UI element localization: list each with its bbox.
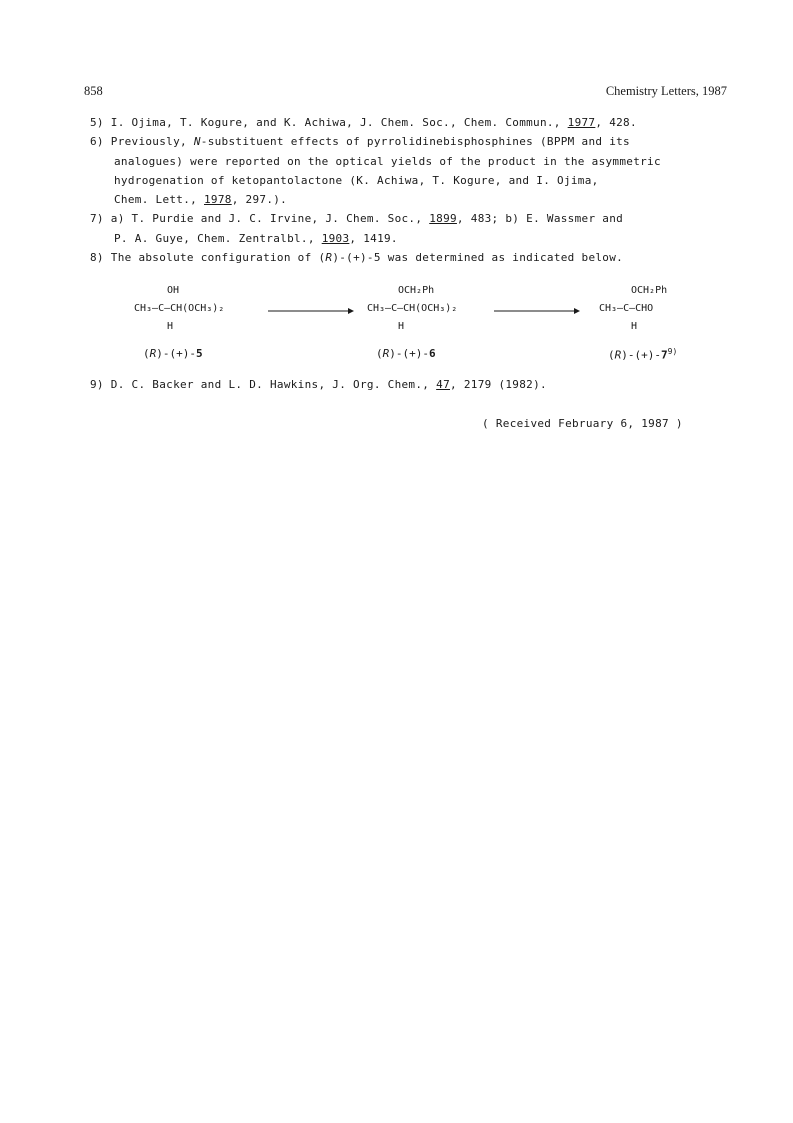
c6-label-r: R: [382, 347, 390, 360]
ref7-text-c: P. A. Guye, Chem. Zentralbl.,: [114, 231, 322, 245]
received-date: ( Received February 6, 1987 ): [482, 417, 683, 430]
compound-7-label: [608, 347, 677, 362]
c5-label-a: (: [143, 347, 150, 360]
ref6-line-1: [90, 132, 740, 151]
reference-6: [90, 132, 740, 209]
ref6-text-b: -substituent effects of pyrrolidinebisphosphines (BPPM and its: [200, 135, 630, 149]
ref5-text: 5) I. Ojima, T. Kogure, and K. Achiwa, J. Chem. Soc., Chem. Commun.,: [90, 116, 568, 129]
c7-label-a: (: [608, 348, 615, 362]
c5-label-b: )-(+)-: [156, 347, 196, 360]
ref6-line-4: [90, 190, 740, 209]
c5-label-num: 5: [196, 347, 203, 360]
compound-6-formula: CH₃–C–CH(OCH₃)₂: [367, 303, 458, 314]
ref7-year-a: 1899: [429, 212, 457, 226]
ref7-line-1: [90, 209, 740, 228]
c6-label-b: )-(+)-: [389, 347, 429, 360]
reference-7: [90, 209, 740, 248]
ref6-year: 1978: [204, 193, 232, 207]
ref8-text-b: )-(+)-5 was determined as indicated below.: [332, 251, 624, 265]
c6-label-a: (: [376, 347, 383, 360]
compound-6-substituent: OCH₂Ph: [398, 285, 435, 296]
ref5-tail: , 428.: [595, 116, 637, 129]
ref7-tail: , 1419.: [349, 231, 398, 245]
ref6-line-2: analogues) were reported on the optical yields of the product in the asymmetric: [114, 154, 661, 168]
c7-label-footnote: 9): [667, 347, 678, 356]
compound-5-substituent: OH: [167, 285, 180, 296]
references-list: [90, 113, 740, 267]
reference-9: [90, 378, 547, 391]
reaction-scheme: [0, 280, 793, 370]
arrow-2: [494, 308, 580, 314]
ref9-text: 9) D. C. Backer and L. D. Hawkins, J. Org. Chem.,: [90, 378, 437, 391]
c7-label-num: 7: [661, 348, 668, 362]
compound-6-hydrogen: H: [398, 321, 405, 332]
c6-label-num: 6: [429, 347, 436, 360]
page-number: 858: [84, 84, 103, 98]
ref5-year: 1977: [567, 116, 596, 129]
compound-6-label: [376, 347, 436, 360]
ref6-tail: , 297.).: [231, 193, 288, 207]
compound-7-formula: CH₃–C–CHO: [599, 303, 654, 314]
compound-5-formula: CH₃–C–CH(OCH₃)₂: [134, 303, 225, 314]
compound-5-hydrogen: H: [167, 321, 174, 332]
ref7-text-a: 7) a) T. Purdie and J. C. Irvine, J. Chem. Soc.,: [90, 212, 430, 226]
ref9-tail: , 2179 (1982).: [450, 378, 547, 391]
ref6-text-a: 6) Previously,: [90, 135, 194, 149]
arrow-1: [268, 308, 354, 314]
reference-5: [90, 113, 740, 132]
c7-label-r: R: [614, 348, 622, 362]
c5-label-r: R: [149, 347, 157, 360]
ref9-volume: 47: [436, 378, 450, 391]
ref6-journal: Chem. Lett.,: [114, 193, 204, 207]
ref7-year-b: 1903: [321, 231, 350, 245]
c7-label-b: )-(+)-: [621, 348, 661, 362]
reference-8: [90, 248, 740, 267]
ref8-italic-r: R: [325, 251, 333, 265]
ref6-line-3: hydrogenation of ketopantolactone (K. Achiwa, T. Kogure, and I. Ojima,: [114, 173, 599, 187]
compound-7-hydrogen: H: [631, 321, 638, 332]
ref8-text-a: 8) The absolute configuration of (: [90, 251, 326, 265]
ref6-italic-n: N: [193, 135, 201, 149]
journal-header: Chemistry Letters, 1987: [605, 84, 727, 98]
ref7-line-2: [90, 229, 740, 248]
compound-7-substituent: OCH₂Ph: [631, 285, 668, 296]
ref7-text-b: , 483; b) E. Wassmer and: [456, 212, 624, 226]
